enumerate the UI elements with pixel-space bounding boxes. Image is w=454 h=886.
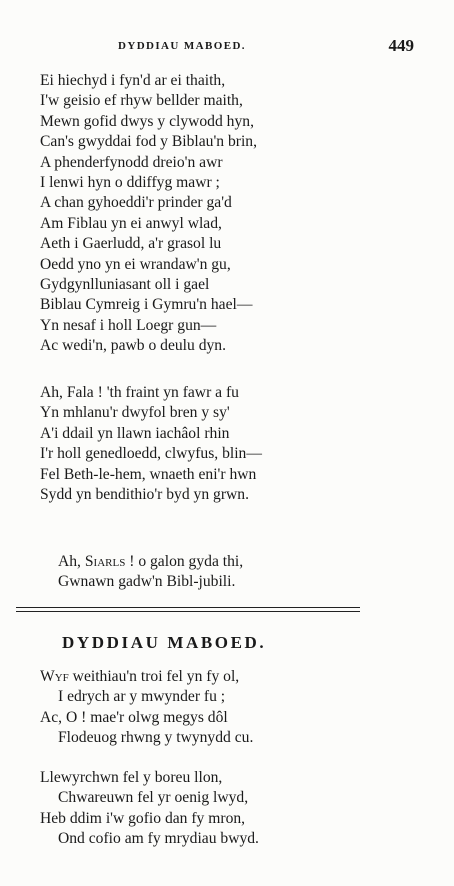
verse-line: Yn nesaf i holl Loegr gun— xyxy=(40,316,217,334)
verse-line: Ond cofio am fy mrydiau bwyd. xyxy=(58,830,259,848)
verse-line: I'r holl genedloedd, clwyfus, blin— xyxy=(40,445,262,463)
verse-line: Ah, Fala ! 'th fraint yn fawr a fu xyxy=(40,384,239,401)
verse-text: Ah, xyxy=(58,553,85,570)
verse-line: Biblau Cymreig i Gymru'n hael— xyxy=(40,296,253,314)
poem2-stanza2 xyxy=(40,768,259,850)
verse-line: A phenderfynodd dreio'n awr xyxy=(40,153,223,171)
verse-line: Sydd yn bendithio'r byd yn grwn. xyxy=(40,485,249,503)
poem-title: DYDDIAU MABOED. xyxy=(62,633,267,652)
verse-line: I lenwi hyn o ddiffyg mawr ; xyxy=(40,173,220,191)
section-rule-top xyxy=(16,607,360,608)
verse-line xyxy=(58,552,243,572)
verse-line: I edrych ar y mwynder fu ; xyxy=(58,688,226,706)
running-head xyxy=(0,38,454,58)
verse-line: Chwareuwn fel yr oenig lwyd, xyxy=(58,789,249,807)
verse-line xyxy=(40,667,253,687)
opening-word-small-caps: Wyf xyxy=(40,668,69,685)
verse-line: Heb ddim i'w gofio dan fy mron, xyxy=(40,809,246,827)
verse-line: Llewyrchwn fel y boreu llon, xyxy=(40,769,223,786)
poem2-stanza1 xyxy=(40,667,253,749)
verse-line: Ac wedi'n, pawb o deulu dyn. xyxy=(40,337,226,355)
verse-line: Ac, O ! mae'r olwg megys dôl xyxy=(40,708,228,726)
poem1-stanza1 xyxy=(40,71,257,356)
poem1-stanza2 xyxy=(40,383,262,505)
page-number: 449 xyxy=(388,36,414,55)
verse-line: Oedd yno yn ei wrandaw'n gu, xyxy=(40,255,231,273)
verse-line: A'i ddail yn llawn iachâol rhin xyxy=(40,424,230,442)
verse-line: A chan gyhoeddi'r prinder ga'd xyxy=(40,194,232,212)
verse-text: ! o galon gyda thi, xyxy=(125,553,244,570)
verse-line: Can's gwyddai fod y Biblau'n brin, xyxy=(40,133,257,151)
poem1-closing-couplet xyxy=(58,552,243,593)
verse-line: Gydgynlluniasant oll i gael xyxy=(40,275,210,293)
verse-line: Mewn gofid dwys y clywodd hyn, xyxy=(40,112,254,130)
verse-line: Ei hiechyd i fyn'd ar ei thaith, xyxy=(40,72,226,89)
verse-line: I'w geisio ef rhyw bellder maith, xyxy=(40,92,243,110)
section-rule-bottom xyxy=(16,611,360,612)
verse-line: Flodeuog rhwng y twynydd cu. xyxy=(58,729,254,747)
verse-line: Gwnawn gadw'n Bibl-jubili. xyxy=(58,573,236,591)
verse-line: Yn mhlanu'r dwyfol bren y sy' xyxy=(40,404,230,422)
verse-line: Aeth i Gaerludd, a'r grasol lu xyxy=(40,235,222,253)
verse-line: Am Fiblau yn ei anwyl wlad, xyxy=(40,214,222,232)
running-title: DYDDIAU MABOED. xyxy=(118,40,246,52)
verse-line: Fel Beth-le-hem, wnaeth eni'r hwn xyxy=(40,465,257,483)
verse-text: weithiau'n troi fel yn fy ol, xyxy=(68,668,240,685)
name-small-caps: Siarls xyxy=(84,553,126,570)
